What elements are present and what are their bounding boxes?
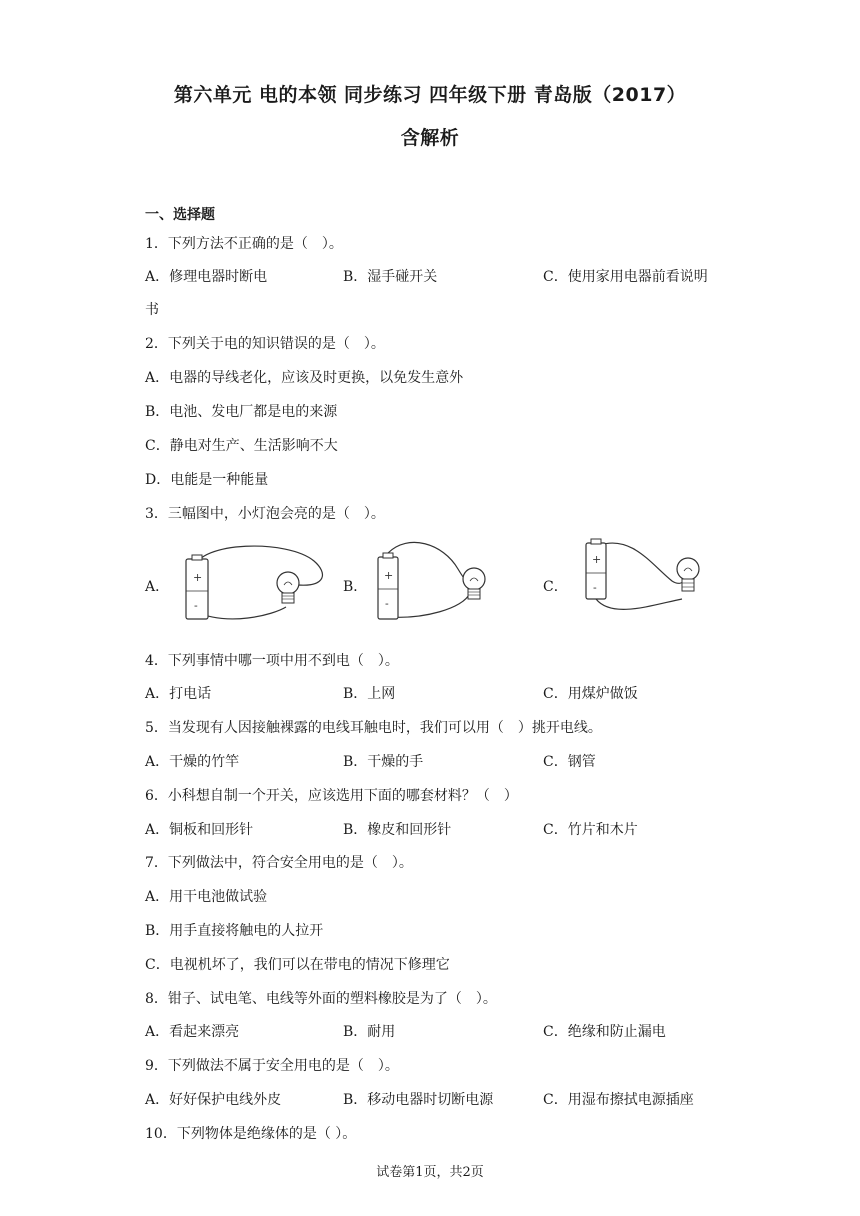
question-3-option-b: B． [343,579,368,595]
question-3-option-a: A． [145,579,170,595]
question-9-option-c: C．用湿布擦拭电源插座 [543,1092,694,1108]
question-8-option-c: C．绝缘和防止漏电 [543,1024,666,1040]
svg-text:-: - [593,581,597,594]
question-8-option-a: A．看起来漂亮 [145,1024,240,1040]
question-1-option-a: A．修理电器时断电 [145,269,268,285]
svg-text:+: + [592,553,602,566]
question-5-option-b: B．干燥的手 [343,754,424,770]
question-5-option-c: C．钢管 [543,754,596,770]
question-4-option-c: C．用煤炉做饭 [543,686,638,702]
question-2-option-c: C．静电对生产、生活影响不大 [145,438,338,454]
question-9-option-a: A．好好保护电线外皮 [145,1092,282,1108]
question-6-option-b: B．橡皮和回形针 [343,822,452,838]
section-heading: 一、选择题 [145,207,215,223]
question-3-stem: 3．三幅图中，小灯泡会亮的是（ ）。 [145,506,385,522]
question-7-option-b: B．用手直接将触电的人拉开 [145,923,324,939]
question-5-option-a: A．干燥的竹竿 [145,754,240,770]
question-7-option-a: A．用干电池做试验 [145,889,268,905]
page-footer: 试卷第1页，共2页 [376,1165,484,1180]
circuit-diagram-b [368,535,498,625]
svg-text:-: - [385,597,389,610]
page-subtitle: 含解析 [400,127,460,149]
page-title: 第六单元 电的本领 同步练习 四年级下册 青岛版（2017） [173,84,687,106]
question-7-option-c: C．电视机坏了，我们可以在带电的情况下修理它 [145,957,450,973]
question-8-option-b: B．耐用 [343,1024,396,1040]
question-7-stem: 7．下列做法中，符合安全用电的是（ ）。 [145,855,413,871]
svg-text:+: + [193,571,203,584]
question-1-option-c: C．使用家用电器前看说明 [543,269,708,285]
question-6-option-c: C．竹片和木片 [543,822,638,838]
question-2-option-d: D．电能是一种能量 [145,472,269,488]
question-6-stem: 6．小科想自制一个开关，应该选用下面的哪套材料？（ ） [145,788,518,804]
circuit-diagram-c [572,535,722,625]
question-4-stem: 4．下列事情中哪一项中用不到电（ ）。 [145,653,399,669]
question-1-option-c-wrap: 书 [145,302,159,318]
question-3-option-c: C． [543,579,568,595]
question-1-option-b: B．湿手碰开关 [343,269,438,285]
question-2-option-b: B．电池、发电厂都是电的来源 [145,404,338,420]
question-4-option-a: A．打电话 [145,686,212,702]
question-4-option-b: B．上网 [343,686,396,702]
question-1-stem: 1．下列方法不正确的是（ ）。 [145,236,343,252]
question-10-stem: 10．下列物体是绝缘体的是（ ）。 [145,1126,357,1142]
circuit-diagram-a [178,535,328,625]
svg-text:+: + [384,569,394,582]
question-9-option-b: B．移动电器时切断电源 [343,1092,494,1108]
question-6-option-a: A．铜板和回形针 [145,822,254,838]
question-5-stem: 5．当发现有人因接触裸露的电线耳触电时，我们可以用（ ）挑开电线。 [145,720,602,736]
question-2-stem: 2．下列关于电的知识错误的是（ ）。 [145,336,385,352]
question-8-stem: 8．钳子、试电笔、电线等外面的塑料橡胶是为了（ ）。 [145,991,497,1007]
question-2-option-a: A．电器的导线老化，应该及时更换，以免发生意外 [145,370,464,386]
svg-text:-: - [194,599,198,612]
question-9-stem: 9．下列做法不属于安全用电的是（ ）。 [145,1058,399,1074]
